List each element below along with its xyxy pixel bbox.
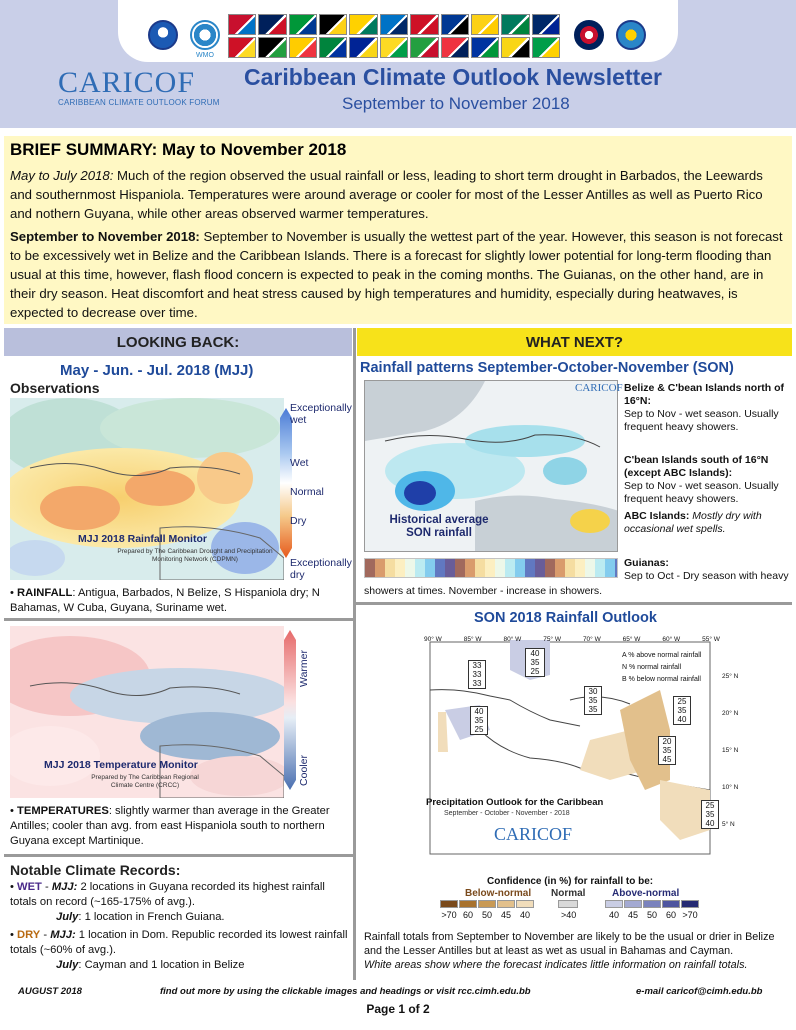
lon-75w: 75° W (543, 636, 561, 643)
flag-icon (532, 37, 560, 58)
box-value: 40 (474, 707, 484, 716)
outlook-key-above: A % above normal rainfall (622, 652, 702, 659)
flag-icon (289, 37, 317, 58)
flag-icon (471, 37, 499, 58)
abc-heading: ABC Islands: (624, 510, 690, 522)
rainfall-lead: RAINFALL (17, 587, 73, 599)
legend-dry: Dry (290, 515, 307, 527)
below-normal-swatch (497, 900, 515, 908)
box-value: 35 (474, 716, 484, 725)
below-normal-tick: >70 (441, 910, 457, 920)
legend-exceptionally-dry: Exceptionally dry (290, 557, 352, 581)
flag-icon (258, 37, 286, 58)
wet-record: • WET - MJJ: 2 locations in Guyana recorded its highest rainfall totals on record (~165-175% of avg.). July: 1 location in French Guiana. (10, 881, 325, 923)
flag-icon (441, 14, 469, 35)
lon-labels (424, 632, 720, 647)
flag-icon (289, 14, 317, 35)
looking-back-heading[interactable]: LOOKING BACK: (4, 328, 352, 356)
summary-paragraph-2 (10, 227, 786, 322)
box-value: 35 (677, 706, 687, 715)
lon-60w: 60° W (662, 636, 681, 643)
legend-wet: Wet (290, 457, 309, 469)
box-value: 30 (588, 687, 598, 696)
rainfall-monitor-prepared: Prepared by The Caribbean Drought and Precipitation Monitoring Network (CDPMN) (117, 548, 273, 563)
footer-email-link[interactable]: e-mail caricof@cimh.edu.bb (636, 986, 763, 997)
dry-label: DRY (17, 929, 41, 941)
outlook-box-windwards (658, 736, 676, 765)
lat-25n: 25° N (722, 673, 739, 680)
south-islands-heading: C'bean Islands south of 16°N (except ABC Islands): (624, 454, 769, 479)
flag-icon (501, 14, 529, 35)
flag-icon (228, 14, 256, 35)
dry-mjj-label: MJJ: (50, 929, 76, 941)
confidence-title: Confidence (in %) for rainfall to be: (487, 876, 654, 887)
above-normal-tick: 40 (608, 910, 619, 920)
column-divider (353, 328, 356, 980)
lon-85w: 85° W (463, 636, 482, 643)
box-value: 20 (662, 737, 672, 746)
abc-islands-outlook (624, 510, 792, 536)
dry-line-2: : Cayman and 1 location in Belize (78, 959, 245, 971)
guianas-body: Sep to Oct - Dry season with heavy (624, 570, 789, 582)
box-value: 25 (705, 801, 715, 810)
flag-icon (410, 14, 438, 35)
normal-swatch (558, 900, 578, 908)
temperature-legend-bar (284, 630, 296, 790)
summary-p2-body: September to November is usually the wettest part of the year. However, this season is not forecast to be excessively wet in Belize and the Caribbean Islands. There is a forecast for slightly lower potential for long-term flooding than usual at this time, however, flash flood concern is expected to peak in the coming months. The Guianas, on the other hand, are in their dry season. Heat discomfort and heat stress caused by high temperatures and humidity, especially during heatwaves, is expected to decrease over time. (10, 229, 783, 320)
summary-paragraph-1 (10, 166, 786, 223)
below-normal-tick: 60 (462, 910, 473, 920)
lon-65w: 65° W (622, 636, 641, 643)
box-value: 35 (588, 696, 598, 705)
flag-icon (441, 37, 469, 58)
below-normal-swatch (459, 900, 477, 908)
dry-line-1: 1 location in Dom. Republic recorded its lowest rainfall totals (~60% of avg.). (10, 929, 348, 956)
temperature-monitor-prepared: Prepared by The Caribbean Regional Climate Centre (CRCC) (91, 774, 199, 789)
summary-p1-lead: May to July 2018: (10, 168, 114, 183)
outlook-map-subcaption: September - October - November - 2018 (444, 810, 570, 817)
belize-outlook (624, 382, 792, 434)
legend-cooler: Cooler (298, 755, 310, 786)
flag-icon (380, 37, 408, 58)
normal-tick: >40 (561, 910, 577, 920)
outlook-box-bahamas (525, 648, 545, 677)
page-number: Page 1 of 2 (366, 1002, 430, 1016)
normal-label: Normal (551, 888, 586, 899)
left-divider-2 (4, 854, 353, 857)
above-normal-swatches (605, 900, 699, 908)
outlook-key-below: B % below normal rainfall (622, 676, 701, 683)
flag-icon (258, 14, 286, 35)
wet-july-label: July (56, 911, 79, 923)
box-value: 45 (662, 755, 672, 764)
temperature-monitor-title: MJJ 2018 Temperature Monitor (44, 759, 198, 771)
below-normal-label: Below-normal (465, 888, 532, 899)
lon-80w: 80° W (503, 636, 522, 643)
brief-summary (4, 136, 792, 324)
page-subtitle: September to November 2018 (342, 94, 570, 113)
temperature-lead: TEMPERATURES (17, 805, 109, 817)
guianas-heading: Guianas: (624, 557, 669, 569)
cdema-seal-icon[interactable] (616, 20, 646, 50)
above-normal-swatch (643, 900, 661, 908)
below-normal-swatches (440, 900, 534, 908)
above-normal-tick: >70 (682, 910, 698, 920)
abc-body: Mostly dry with occasional wet spells. (624, 510, 762, 535)
page-title[interactable]: Caribbean Climate Outlook Newsletter (244, 64, 662, 90)
rainfall-legend-bar (280, 408, 292, 558)
lon-70w: 70° W (582, 636, 601, 643)
wmo-label: WMO (196, 52, 214, 59)
summary-heading: BRIEF SUMMARY: May to November 2018 (10, 140, 347, 159)
above-normal-swatch (681, 900, 699, 908)
historical-average-label: Historical average SON rainfall (389, 514, 489, 539)
below-normal-tick: 40 (519, 910, 530, 920)
lat-labels (722, 658, 752, 843)
noaa-seal-icon[interactable] (148, 20, 178, 50)
below-normal-tick: 45 (500, 910, 511, 920)
outlook-map-logo: CARICOF (494, 824, 573, 844)
box-value: 35 (530, 658, 540, 667)
footer-date: AUGUST 2018 (18, 986, 82, 997)
flag-icon (319, 14, 347, 35)
flag-icon (319, 37, 347, 58)
temperature-body: : slightly warmer than average in the Greater Antilles; cooler than avg. from east Hispaniola south to northern Guyana except Martinique. (10, 805, 330, 847)
below-normal-swatch (516, 900, 534, 908)
temperature-map-graphic (10, 626, 284, 798)
below-normal-swatch (440, 900, 458, 908)
box-value: 35 (662, 746, 672, 755)
dry-july-label: July (56, 959, 79, 971)
belize-body: Sep to Nov - wet season. Usually frequent heavy showers. (624, 408, 779, 433)
box-value: 33 (472, 661, 482, 670)
flag-icon (228, 37, 256, 58)
outlook-box-guianas (701, 800, 719, 829)
observations-heading: Observations (10, 380, 100, 396)
outlook-box-cayman (468, 660, 486, 689)
outlook-summary-text: Rainfall totals from September to November are likely to be the usual or drier in Belize and the Lesser Antilles but at least as wet as usual in Bahamas and Cayman. (364, 931, 775, 957)
caricof-logo[interactable] (58, 66, 228, 116)
box-value: 25 (677, 697, 687, 706)
outlook-summary (364, 930, 794, 972)
outlook-box-jamaica (470, 706, 488, 735)
legend-normal: Normal (290, 486, 324, 498)
lat-10n: 10° N (722, 784, 739, 791)
box-value: 33 (472, 670, 482, 679)
wmo-seal-icon[interactable] (190, 20, 220, 50)
flag-icon (532, 14, 560, 35)
cimh-seal-icon[interactable] (574, 20, 604, 50)
records-heading: Notable Climate Records: (10, 862, 181, 878)
lat-20n: 20° N (722, 710, 739, 717)
above-normal-swatch (624, 900, 642, 908)
above-normal-tick: 50 (646, 910, 657, 920)
temperature-summary: • TEMPERATURES: slightly warmer than average in the Greater Antilles; cooler than avg. from east Hispaniola south to northern Guyana except Martinique. (10, 805, 330, 847)
above-normal-tick: 45 (627, 910, 638, 920)
flag-icon (380, 14, 408, 35)
above-normal-tick: 60 (665, 910, 676, 920)
box-value: 40 (705, 819, 715, 828)
above-normal-ticks (605, 910, 699, 920)
logo-tagline: CARIBBEAN CLIMATE OUTLOOK FORUM (58, 98, 220, 107)
box-value: 35 (588, 705, 598, 714)
lon-90w: 90° W (424, 636, 442, 643)
box-value: 25 (530, 667, 540, 676)
what-next-heading[interactable]: WHAT NEXT? (357, 328, 792, 356)
below-normal-tick: 50 (481, 910, 492, 920)
box-value: 33 (472, 679, 482, 688)
above-normal-swatch (662, 900, 680, 908)
wet-mjj-label: MJJ: (51, 881, 78, 893)
outlook-key (622, 650, 722, 686)
lat-15n: 15° N (722, 747, 739, 754)
wet-label: WET (17, 881, 42, 893)
south-islands-outlook (624, 454, 792, 506)
legend-warmer: Warmer (298, 650, 310, 687)
rainfall-patterns-title[interactable]: Rainfall patterns September-October-November (SON) (360, 360, 734, 376)
mjj-temperature-map[interactable] (10, 626, 284, 798)
rainfall-body: : Antigua, Barbados, N Belize, S Hispaniola dry; N Bahamas, W Cuba, Guyana, Suriname wet. (10, 587, 320, 614)
son-outlook-title[interactable]: SON 2018 Rainfall Outlook (474, 610, 657, 626)
flag-icon (349, 37, 377, 58)
box-value: 40 (530, 649, 540, 658)
flag-icon (471, 14, 499, 35)
wet-line-1: 2 locations in Guyana recorded its highest rainfall totals on record (~165-175% of avg.). (10, 881, 325, 908)
above-normal-swatch (605, 900, 623, 908)
belize-heading: Belize & C'bean Islands north of 16°N: (624, 382, 785, 407)
flag-icon (501, 37, 529, 58)
right-divider (356, 602, 792, 605)
left-divider-1 (4, 618, 353, 621)
outlook-box-hispaniola (584, 686, 602, 715)
south-islands-body: Sep to Nov - wet season. Usually frequent heavy showers. (624, 480, 779, 505)
guianas-outlook (624, 557, 792, 583)
historical-map-logo: CARICOF (575, 382, 623, 394)
rainfall-monitor-title: MJJ 2018 Rainfall Monitor (78, 533, 207, 545)
outlook-box-leewards (673, 696, 691, 725)
lon-55w: 55° W (702, 636, 720, 643)
outlook-map-caption: Precipitation Outlook for the Caribbean (426, 797, 604, 808)
below-normal-swatch (478, 900, 496, 908)
legend-exceptionally-wet: Exceptionally wet (290, 402, 352, 426)
above-normal-label: Above-normal (612, 888, 680, 899)
summary-p2-lead: September to November 2018: (10, 229, 200, 244)
historical-legend-strip (364, 558, 618, 578)
mjj-period-title: May - Jun. - Jul. 2018 (MJJ) (60, 362, 254, 379)
dry-record: • DRY - MJJ: 1 location in Dom. Republic recorded its lowest rainfall totals (~60% of avg.). July: Cayman and 1 location in Belize (10, 929, 348, 971)
rainfall-summary: • RAINFALL: Antigua, Barbados, N Belize, S Hispaniola dry; N Bahamas, W Cuba, Guyana, Suriname wet. (10, 587, 320, 614)
summary-p1-body: Much of the region observed the usual rainfall or less, leading to short term drought in Barbados, the Leewards and southernmost Hispaniola. Temperatures were around average or cooler for most of the Lesser Antilles as well as Puerto Rico and nothern Guyana, while other areas observed warmer temperatures. (10, 168, 763, 221)
footer-more-info-link[interactable]: find out more by using the clickable images and headings or visit rcc.cimh.edu.bb (160, 986, 531, 997)
flag-icon (410, 37, 438, 58)
below-normal-ticks (440, 910, 534, 920)
logo-wordmark: CARICOF (58, 66, 196, 99)
box-value: 25 (474, 725, 484, 734)
wet-line-2: : 1 location in French Guiana. (78, 911, 225, 923)
outlook-key-normal: N % normal rainfall (622, 664, 682, 671)
member-flags[interactable] (228, 14, 560, 58)
guianas-continued: showers at times. November - increase in showers. (364, 585, 603, 597)
box-value: 40 (677, 715, 687, 724)
box-value: 35 (705, 810, 715, 819)
outlook-white-areas-note: White areas show where the forecast indicates little information on rainfall totals. (364, 959, 748, 971)
lat-5n: 5° N (722, 821, 735, 828)
flag-icon (349, 14, 377, 35)
